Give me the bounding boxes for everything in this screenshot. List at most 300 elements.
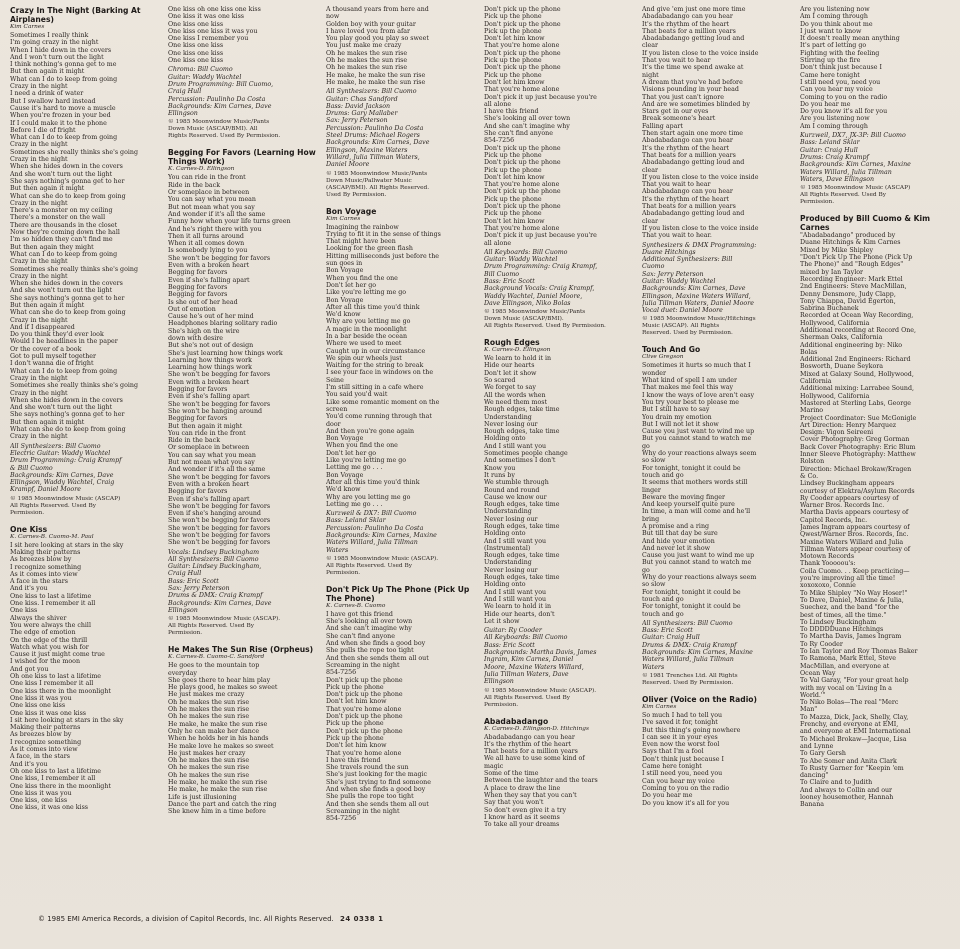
credit-line: Ellingson: [168, 110, 198, 118]
lyric-line: Oh one kiss to last a lifetime: [10, 767, 102, 775]
lyric-line: I sit here looking at stars in the sky: [10, 541, 124, 549]
lyric-line: Imagining the rainbow: [326, 223, 399, 231]
lyrics-column: [642, 6, 794, 909]
lyric-line: And wonder if it's all the same: [168, 210, 266, 218]
lyric-line: Hide our hearts, don't: [484, 610, 555, 618]
lyric-line: Crazy in the night: [10, 258, 68, 266]
lyric-line: touch and go: [642, 610, 684, 618]
lyric-line: To Michael Brokaw—Jacque, Lisa: [800, 735, 907, 743]
lyric-line: When you're frozen in your bed: [10, 112, 111, 120]
lyric-line: Never losing our: [484, 566, 538, 574]
lyric-line: Maxine Waters Willard and Julia: [800, 538, 904, 546]
lyric-line: One kiss one kiss: [168, 49, 224, 57]
lyric-line: Even if she's hanging around: [168, 510, 261, 518]
lyric-line: But you cannot stand to watch me: [642, 435, 752, 443]
song-credits: [326, 510, 478, 554]
lyric-line: Pick up the phone: [484, 195, 542, 203]
lyric-line: She won't be begging for favors: [168, 400, 271, 408]
lyric-line: Pick up the phone: [484, 71, 542, 79]
credit-line: Bass: Eric Scott: [484, 277, 535, 285]
lyric-line: One kiss. I remember it all: [10, 600, 96, 608]
lyric-line: Dance the part and catch the ring: [168, 800, 277, 808]
lyric-line: And then she sends them all out: [326, 654, 429, 662]
lyric-line: A place to draw the line: [484, 784, 561, 792]
lyric-line: Making their patterns: [10, 549, 81, 556]
lyric-line: Or someplace in between: [168, 189, 250, 197]
song-block: [168, 645, 320, 815]
lyric-line: And then she sends them all out: [326, 800, 429, 808]
lyric-line: Oh he makes the sun rise: [168, 706, 250, 714]
lyric-line: Then start again one more time: [642, 130, 744, 138]
lyric-line: Don't think just because I: [800, 64, 882, 72]
lyric-line: Marino: [800, 407, 824, 415]
lyric-line: As breezes blow by: [10, 556, 72, 564]
lyric-line: One kiss it was one kiss: [168, 13, 245, 21]
lyric-line: He just makes her crazy: [168, 749, 246, 757]
lyric-line: And keep yourself quite pure: [642, 501, 735, 509]
credit-line: Backgrounds: Kim Carnes, Dave: [642, 285, 746, 293]
lyric-line: One kiss it was you: [10, 694, 72, 702]
lyric-line: touch and go: [642, 595, 684, 603]
lyric-line: A face in the stars: [10, 578, 69, 586]
lyric-line: We forget to say: [484, 384, 536, 392]
lyric-line: Cause it just might come true: [10, 651, 105, 659]
lyric-line: courtesy of Elektra/Asylum Records: [800, 487, 915, 495]
credit-line: Willard, Julia Tillman Waters,: [326, 153, 420, 161]
song-title: Oliver (Voice on the Radio): [642, 694, 757, 704]
lyric-line: I'm still sitting in a cafe where: [326, 384, 424, 392]
credit-line: Waters: [326, 546, 349, 554]
lyric-line: Oh he makes the sun rise: [326, 49, 408, 57]
lyric-line: Pick up the phone: [484, 210, 542, 218]
copyright-line: All Rights Reserved. Used By Permission.: [484, 323, 606, 330]
lyric-line: Where we used to meet: [326, 340, 402, 348]
lyric-line: If I could make it to the phone: [10, 119, 107, 127]
credit-line: Drums & DMX: Craig Krampf: [168, 592, 263, 600]
lyric-line: Falling apart: [642, 122, 683, 130]
lyric-line: Holding onto: [484, 435, 526, 443]
lyric-line: She goes there to hear him play: [168, 676, 271, 684]
lyric-line: Don't let him know: [484, 173, 545, 181]
footer: [38, 915, 383, 923]
copyright-line: © 1981 Trenches Ltd. All Rights: [642, 672, 738, 679]
lyric-line: clear: [642, 42, 659, 50]
credit-line: Backgrounds: Kim Carnes, Maxine: [800, 161, 911, 169]
lyric-line: A promise and a ring: [642, 523, 710, 530]
song-writer: K. Carnes-B. Cuomo: [326, 602, 386, 609]
copyright-line: Used By Permission.: [326, 191, 387, 198]
lyric-line: Sometimes she really thinks she's going: [10, 382, 138, 390]
credit-line: Ellingson, Waddy Wachtel, Craig: [10, 479, 115, 487]
lyric-line: The Phone)" and "Rough Edges": [800, 261, 904, 269]
lyric-line: dancing": [800, 772, 829, 780]
lyric-line: She says nothing's gonna get to her: [10, 294, 125, 302]
song-copyright: [10, 496, 162, 517]
lyric-line: Frenchy, and everyone at EMI,: [800, 721, 899, 729]
lyric-line: Fighting with the feeling: [800, 49, 880, 57]
lyric-line: Ride in the back: [168, 181, 221, 189]
lyric-line: Crazy in the night: [10, 199, 68, 207]
lyric-line: She knew him in a time before: [168, 808, 266, 816]
lyrics-column: [800, 6, 952, 909]
lyric-line: California: [800, 378, 832, 386]
lyric-line: Bon Voyage: [326, 435, 364, 443]
song-writer: Kim Carnes: [642, 703, 677, 710]
lyric-line: Learning how things work: [168, 364, 252, 372]
song-credits: [10, 443, 162, 494]
lyric-line: One kiss there in the moonlight: [10, 687, 111, 695]
credit-line: Cuomo: [642, 263, 665, 271]
lyric-line: Like you're letting me go: [326, 289, 407, 297]
lyric-line: A dream that you've had before: [642, 78, 743, 86]
lyric-line: One kiss, it was one kiss: [10, 804, 89, 812]
lyric-line: Trying to fit it in the sense of things: [326, 230, 441, 238]
lyric-line: She won't be begging for favors: [168, 371, 271, 379]
lyric-line: When they say that you can't: [484, 791, 577, 799]
lyric-line: There are thousands in the closet: [10, 221, 118, 229]
lyric-line: bring: [642, 515, 660, 523]
lyric-line: Do you hear me: [642, 792, 693, 800]
catalog-number: 24 0338 1: [340, 915, 384, 923]
lyric-line: Understanding: [484, 559, 532, 567]
lyric-line: You play good you play so sweet: [326, 35, 429, 43]
lyric-line: It's the rhythm of the heart: [642, 20, 729, 28]
lyric-line: Sometimes it hurts so much that I: [642, 362, 751, 370]
lyric-line: And she won't turn out the light: [10, 404, 113, 412]
lyric-line: Says that I'm a fool: [642, 748, 704, 756]
lyric-line: I still need you, need you: [800, 78, 881, 86]
lyric-line: She travels round the sun: [326, 764, 409, 772]
lyric-line: And then you're gone again: [326, 427, 415, 435]
lyric-line: There's a monster on the wall: [10, 214, 106, 222]
lyric-line: But you cannot stand to watch me: [642, 559, 752, 567]
copyright-line: © 1985 Moonwindow Music (ASCAP).: [484, 687, 597, 694]
lyric-line: What can she do to keep from going: [10, 426, 126, 434]
lyric-line: Crazy in the night: [10, 316, 68, 324]
lyric-line: Holding onto: [484, 530, 526, 538]
lyric-line: Holding onto: [484, 581, 526, 589]
lyric-line: Tony Chiappa, David Egerton,: [800, 297, 896, 305]
lyric-line: When she hides down in the covers: [10, 396, 123, 404]
lyric-line: That beats for a million years: [642, 27, 736, 35]
lyric-line: Don't pick up the phone: [484, 159, 561, 167]
lyric-line: After all this time you'd think: [326, 303, 420, 311]
lyric-line: 854-7256: [326, 815, 357, 823]
lyric-line: looney housemother, Hannah: [800, 793, 894, 801]
lyric-line: Crazy in the night: [10, 272, 68, 280]
lyric-line: For tonight, tonight it could be: [642, 588, 741, 596]
lyric-line: xoxoxoxo, Connie: [800, 582, 856, 590]
lyric-line: Pick up the phone: [326, 720, 384, 728]
song-block: [326, 6, 478, 199]
lyric-line: Additional recording at Record One,: [800, 326, 917, 334]
lyric-line: For tonight, tonight it could be: [642, 603, 741, 611]
lyric-line: Qwest/Warner Bros. Records, Inc.: [800, 531, 909, 539]
song-title: Produced by Bill Cuomo & Kim Carnes: [800, 214, 931, 233]
lyric-line: Pick up the phone: [326, 683, 384, 691]
lyric-line: "Abadabadango" produced by: [800, 232, 896, 240]
lyric-line: When you find the one: [326, 274, 398, 282]
lyric-line: There's a monster on my ceiling: [10, 207, 113, 215]
lyric-line: Capitol Records, Inc.: [800, 516, 868, 524]
credit-line: Ellingson: [484, 678, 514, 686]
lyric-line: Additional engineering by: Niko: [800, 341, 903, 349]
lyric-line: What can I do to keep from going: [10, 250, 118, 258]
lyric-line: Don't let it show: [484, 369, 537, 377]
lyric-line: One kiss one kiss: [168, 57, 224, 65]
song-block: [484, 338, 636, 708]
song-block: [168, 6, 320, 140]
lyric-line: One kiss it was one kiss: [10, 709, 87, 717]
copyright-line: Music (ASCAP). All Rights: [642, 323, 720, 330]
lyric-line: If you listen close to the voice inside: [642, 224, 759, 232]
lyric-line: Project Coordinator: Sue McGonigle: [800, 414, 917, 422]
lyric-line: Hollywood, California: [800, 319, 870, 327]
copyright-line: Reserved. Used by Permission.: [642, 330, 733, 337]
lyric-line: Came here tonight: [642, 763, 702, 771]
copyright-line: Permission.: [800, 199, 835, 206]
lyric-line: And if I disappeared: [10, 323, 75, 331]
lyric-line: But then again it might: [10, 301, 85, 309]
lyric-line: So don't even give it a try: [484, 806, 567, 814]
lyric-line: When you find the one: [326, 442, 398, 450]
lyric-line: One kiss there in the moonlight: [10, 782, 111, 790]
lyric-line: Don't let him know: [326, 698, 387, 706]
lyric-line: She says nothing's gonna get to her: [10, 411, 125, 419]
lyric-line: It's part of letting go: [800, 42, 867, 50]
lyric-line: And when she finds a good boy: [326, 786, 426, 794]
copyright-line: All Rights Reserved. Used By: [10, 502, 96, 509]
song-credits: [168, 549, 320, 615]
song-writer: Kim Carnes: [326, 215, 361, 222]
lyric-line: Cause you just want to wind me up: [642, 428, 755, 436]
lyric-line: The edge of emotion: [10, 629, 76, 637]
credit-line: All Synthesizers: Bill Cuomo: [168, 555, 259, 563]
lyric-line: Headphones blaring solitary radio: [168, 320, 278, 328]
lyric-line: Crazy in the night: [10, 141, 68, 149]
lyric-line: Begging for favors: [168, 283, 228, 291]
lyric-line: Sherman Oaks, California: [800, 334, 883, 342]
lyric-line: Only he can make her dance: [168, 727, 260, 735]
lyric-line: That might have been: [326, 238, 396, 246]
credit-line: Julia Tillman Waters, Dave: [484, 670, 569, 678]
song-credits: [642, 620, 794, 671]
lyric-line: Even if she's falling apart: [168, 276, 250, 284]
lyric-line: You can ride in the front: [168, 174, 246, 182]
lyric-line: Can you hear my voice: [800, 86, 873, 94]
lyric-line: Martha Davis appears courtesy of: [800, 509, 909, 517]
credit-line: Waters, Dave Ellingson: [800, 175, 875, 183]
lyric-line: I've saved it for, tonight: [642, 719, 718, 727]
song-block: [642, 695, 794, 807]
credit-line: Backgrounds: Kim Carnes, Maxine: [642, 649, 753, 657]
lyric-line: And hide your emotion: [642, 537, 715, 545]
credit-line: Guitar: Lindsey Buckingham,: [168, 563, 262, 571]
lyric-line: I recognize something: [10, 738, 82, 746]
lyric-line: Mixed at Galaxy Sound, Hollywood,: [800, 370, 914, 378]
credit-line: Waddy Wachtel, Daniel Moore,: [484, 292, 583, 300]
lyric-line: I need a drink of water: [10, 90, 84, 98]
lyric-line: And she won't turn out the light: [10, 170, 113, 178]
lyric-line: He make, he make the sun rise: [326, 78, 426, 86]
lyric-line: go: [642, 442, 650, 450]
lyric-line: clear: [642, 166, 659, 174]
credit-line: Sax: Jerry Peterson: [326, 117, 388, 125]
lyric-line: One kiss to last a lifetime: [10, 592, 92, 600]
lyric-line: Bon Voyage: [326, 296, 364, 304]
credit-line: Drum Programming: Craig Krampf: [10, 457, 122, 465]
lyric-line: Oh one kiss to last a lifetime: [10, 673, 102, 681]
copyright-line: © 1985 Moonwindow Music (ASCAP).: [168, 616, 281, 623]
credit-line: Backgrounds: Martha Davis, James: [484, 649, 597, 657]
lyric-line: Some of the time: [484, 770, 539, 778]
lyric-line: Abadabadango can you hear: [642, 13, 733, 21]
lyric-line: But this thing's going nowhere: [642, 726, 741, 734]
lyric-line: Oh he makes the sun rise: [168, 713, 250, 721]
copyright-line: Permission.: [10, 509, 45, 516]
credit-line: Bass: Eric Scott: [168, 577, 219, 585]
copyright-line: © 1985 Moonwindow Music (ASCAP): [800, 185, 911, 192]
lyric-line: When she hides down in the covers: [10, 163, 123, 171]
credit-line: Guitar: Waddy Wachtel: [168, 73, 242, 81]
lyric-line: Even if she's falling apart: [168, 495, 250, 503]
credit-line: Dave Ellingson, Niko Bolas: [484, 299, 571, 307]
lyric-line: He make, he make the sun rise: [168, 786, 268, 794]
song-copyright: [168, 616, 320, 637]
credit-line: Craig Hull: [168, 570, 202, 578]
song-credits: [484, 249, 636, 307]
lyric-line: Don't pick up the phone: [484, 64, 561, 72]
lyric-line: Hollywood, California: [800, 392, 870, 400]
song-writer: K. Carnes-D. Ellingson: [168, 166, 235, 173]
lyric-line: And sometimes I don't: [484, 457, 556, 465]
lyric-line: To Gary Gersh: [800, 750, 846, 758]
lyric-line: Beware the moving finger: [642, 493, 725, 501]
lyric-line: But not mean what you say: [168, 459, 255, 467]
credit-line: Waters Willard, Julia Tillman: [326, 539, 418, 547]
lyric-line: Hitting milliseconds just before the: [326, 252, 439, 260]
lyric-line: To DDDDDuane Hitchings: [800, 626, 884, 634]
copyright-line: Permission.: [168, 630, 203, 637]
lyric-line: Pick up the phone: [484, 13, 542, 21]
lyric-line: She won't be begging for favors: [168, 517, 271, 525]
lyric-line: And I won't turn out the light: [10, 53, 104, 61]
lyric-line: Then it all turns around: [168, 232, 244, 240]
credit-line: Bass: Leland Sklar: [326, 517, 386, 525]
lyric-line: Came here tonight: [800, 71, 860, 79]
credit-line: Drum Programming: Craig Krampf,: [484, 263, 598, 271]
lyric-line: That you're home alone: [484, 181, 560, 189]
lyric-line: But I swallow hard instead: [10, 97, 96, 105]
lyric-line: That you're home alone: [484, 224, 560, 232]
lyric-line: Do you think they'd ever look: [10, 331, 104, 339]
lyric-line: One kiss, one kiss: [10, 797, 68, 805]
copyright-line: Down Music/Pallwater Music: [326, 177, 412, 184]
lyric-line: everyday: [168, 669, 197, 677]
lyric-line: Ride in the back: [168, 437, 221, 445]
lyric-line: World.'": [800, 691, 826, 699]
song-title: Don't Pick Up The Phone (Pick Up The Phone): [326, 584, 470, 603]
lyric-line: I'm so hidden they can't find me: [10, 236, 113, 244]
lyric-line: Am I coming through: [800, 13, 868, 21]
credit-line: Chroma: Bill Cuomo: [168, 66, 233, 74]
lyric-line: Motown Records: [800, 553, 855, 561]
lyric-line: "Don't Pick Up The Phone (Pick Up: [800, 254, 913, 262]
lyric-line: Oh he makes the sun rise: [168, 698, 250, 706]
credit-line: Backgrounds: Kim Carnes, Dave: [10, 471, 114, 479]
song-copyright: [326, 171, 478, 199]
lyric-line: Crazy in the night: [10, 374, 68, 382]
lyric-line: Even with a broken heart: [168, 262, 250, 270]
lyric-line: Rough edges, take time: [484, 523, 560, 530]
lyric-line: Recorded at Ocean Way Recording,: [800, 312, 914, 320]
lyric-line: One kiss one kiss: [168, 20, 224, 28]
lyric-line: One kiss: [10, 607, 38, 615]
lyric-line: Ry Cooder appears courtesy of: [800, 494, 899, 502]
lyric-line: You were always the chill: [10, 621, 91, 629]
song-copyright: [484, 309, 636, 330]
lyric-line: When I hide down in the covers: [10, 46, 112, 54]
copyright-line: Down Music (ASCAP/BMI). All: [168, 126, 258, 133]
lyric-line: Visions pounding in your head: [642, 86, 739, 94]
lyric-line: What can she do to keep from going: [10, 192, 126, 200]
lyric-line: To Abe Somer and Anita Clark: [800, 757, 897, 765]
credit-line: Vocals: Lindsey Buckingham: [168, 548, 260, 556]
lyric-line: Don't pick up the phone: [326, 727, 403, 735]
lyric-line: Oh he makes the sun rise: [326, 64, 408, 72]
lyric-line: Cause we know our: [484, 493, 547, 501]
lyric-line: To Mazza, Dick, Jack, Shelly, Clay,: [800, 713, 909, 721]
lyric-line: I don't wanna die of fright: [10, 360, 94, 368]
lyric-line: He just makes me crazy: [168, 691, 245, 699]
lyric-line: all alone: [484, 100, 512, 108]
song-credits: [326, 88, 478, 168]
credit-line: Vocal duet: Daniel Moore: [642, 307, 723, 315]
lyric-line: I sit here looking at stars in the sky: [10, 716, 124, 724]
lyric-line: And she won't turn out the light: [10, 287, 113, 295]
lyric-line: If you listen close to the voice inside: [642, 49, 759, 57]
lyric-line: Sometimes people change: [484, 450, 568, 458]
credit-line: Bass: Eric Scott: [642, 627, 693, 635]
lyric-line: Pick up the phone: [484, 166, 542, 174]
credit-line: Backgrounds: Kim Carnes, Maxine: [326, 532, 437, 539]
lyric-line: Oh he makes the sun rise: [168, 771, 250, 779]
credit-line: Duane Hitchings: [642, 248, 696, 256]
lyric-line: 854-7256: [326, 669, 357, 677]
lyric-line: What can I do to keep from going: [10, 134, 118, 142]
lyric-line: so slow: [642, 457, 666, 465]
lyric-line: That you're home alone: [484, 86, 560, 94]
lyric-line: Screaming in the night: [326, 661, 400, 669]
lyric-line: What kind of spell I am under: [642, 377, 737, 385]
lyric-line: (Instrumental): [484, 544, 531, 552]
song-block: [326, 585, 478, 823]
lyric-line: To Rusty Garner for "Keepin 'em: [800, 764, 904, 772]
lyric-line: She won't be begging for favors: [168, 502, 271, 510]
lyrics-columns: [10, 6, 952, 909]
lyric-line: We need them most: [484, 398, 548, 406]
lyric-line: Out of emotion: [168, 305, 216, 313]
song-copyright: [642, 316, 794, 337]
lyric-line: It's the rhythm of the heart: [642, 195, 729, 203]
lyric-line: sun goes in: [326, 260, 363, 268]
lyric-line: And it's you: [10, 585, 48, 593]
lyric-line: You drain my emotion: [642, 413, 712, 421]
lyric-line: We spin our wheels just: [326, 354, 402, 362]
lyric-line: She won't be begging for favors: [168, 473, 271, 481]
lyric-line: Seine: [326, 376, 344, 384]
credit-line: Ellingson: [168, 606, 198, 614]
